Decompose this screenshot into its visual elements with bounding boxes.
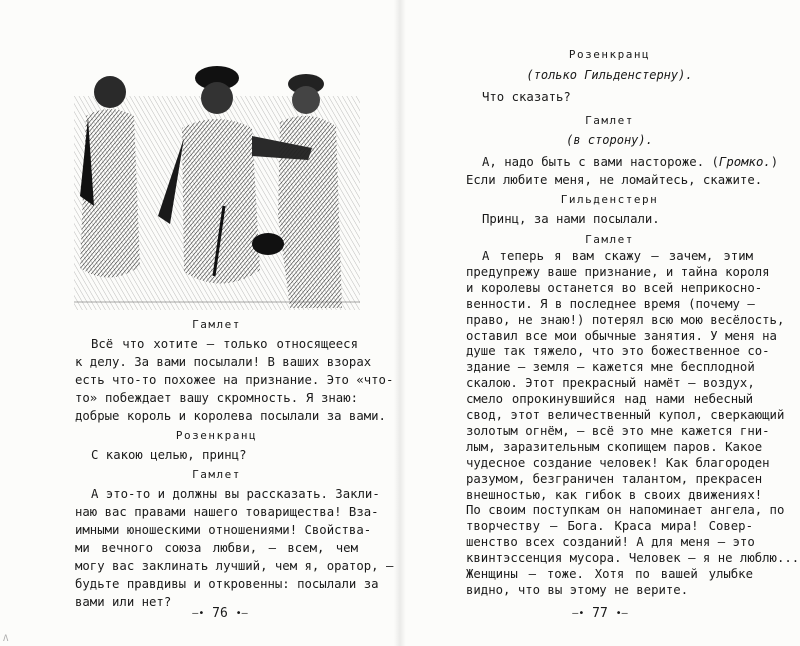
page-number: [160, 604, 280, 624]
text-line: чудесное создание человек! Как благороден: [466, 455, 770, 470]
stage-direction-inline: Громко.: [718, 155, 771, 169]
text-line: квинтэссенция мусора. Человек — я не люблю...: [466, 551, 800, 566]
text-line: могу вас заклинать лучший, чем я, оратор, —: [75, 559, 394, 573]
speaker-name: Гильденстерн: [560, 193, 659, 206]
text-line: Если любите меня, не ломайтесь, скажите.: [466, 173, 763, 187]
text-line: шенство всех созданий! А для меня — это: [466, 535, 755, 550]
page-number: [540, 604, 660, 624]
text-line: свод, этот величественный купол, сверкающий: [466, 408, 785, 422]
speaker-name: Гамлет: [585, 233, 634, 246]
text-line: [482, 153, 779, 171]
text-line: имными юношескими отношениями! Свойства-: [75, 523, 372, 537]
text-line: к делу. За вами посылали! В ваших взорах: [75, 355, 372, 369]
text-line: видно, что вы этому не верите.: [466, 582, 689, 597]
stage-direction: (в сторону).: [566, 133, 653, 147]
text-line: право, не знаю!) потерял всю мою весёлость,: [466, 312, 785, 327]
speaker-name: Розенкранц: [568, 48, 651, 61]
text-line: А это-то и должны вы рассказать. Закли-: [91, 487, 380, 501]
speaker-name: Гамлет: [192, 318, 241, 331]
text-line: Что сказать?: [482, 90, 571, 104]
text-line: творчеству — Бога. Краса мира! Совер-: [466, 519, 753, 534]
folio-ornament: —•: [572, 607, 585, 619]
text-line: Принц, за нами посылали.: [482, 212, 660, 226]
folio-ornament: —•: [192, 607, 205, 619]
text-line: смело опрокинувшийся над нами небесный: [466, 392, 753, 407]
speaker-name: Гамлет: [192, 468, 241, 481]
text-line: и королевы останется во всей неприкосно-: [466, 280, 763, 295]
text-line: будьте правдивы и откровенны: посылали за: [75, 577, 379, 591]
text-run: ): [770, 155, 779, 169]
text-line: наю вас правами нашего товарищества! Вза-: [75, 505, 379, 519]
page-number-value: 76: [212, 605, 228, 621]
text-line: предупрежу ваше признание, и тайна короля: [466, 264, 770, 279]
text-line: венности. Я в последнее время (почему —: [466, 296, 755, 311]
text-line: здание — земля — кажется мне бесплодной: [466, 360, 755, 375]
page-number-value: 77: [592, 605, 608, 621]
speaker-name: Гамлет: [585, 114, 634, 127]
text-line: разумом, безграничен талантом, прекрасен: [466, 471, 763, 486]
text-line: внешностью, как гибок в своих движениях!: [466, 487, 763, 502]
text-line: то» побеждает вашу скромность. Я знаю:: [75, 391, 358, 405]
text-line: скалою. Этот прекрасный намёт — воздух,: [466, 376, 755, 391]
folio-ornament: •—: [615, 607, 628, 619]
right-page: [400, 0, 800, 646]
text-line: золотым огнём, — всё это мне кажется гни-: [466, 423, 770, 438]
text-line: душе так тяжело, что это божественное со-: [466, 344, 770, 359]
text-line: есть что-то похожее на признание. Это «что-: [75, 373, 394, 387]
stage-direction: (только Гильденстерну).: [526, 68, 693, 82]
text-line: лым, заразительным скопищем паров. Какое: [466, 439, 763, 454]
text-line: добрые король и королева посылали за вами.: [75, 409, 386, 423]
text-line: С какою целью, принц?: [91, 448, 247, 462]
corner-mark: Λ: [3, 634, 9, 644]
text-line: ми вечного союза любви, — всем, чем: [75, 541, 358, 555]
text-line: Всё что хотите — только относящееся: [91, 337, 358, 351]
text-line: оставил все мои обычные занятия. У меня на: [466, 328, 777, 343]
text-line: По своим поступкам он напоминает ангела, по: [466, 503, 785, 518]
text-line: Женщины — тоже. Хотя по вашей улыбке: [466, 567, 753, 581]
folio-ornament: •—: [235, 607, 248, 619]
text-line: вами или нет?: [75, 595, 172, 609]
text-line: А теперь я вам скажу — зачем, этим: [482, 249, 753, 263]
text-run: А, надо быть с вами настороже. (: [482, 155, 719, 169]
engraving-illustration: [74, 56, 360, 310]
speaker-name: Розенкранц: [175, 429, 258, 442]
